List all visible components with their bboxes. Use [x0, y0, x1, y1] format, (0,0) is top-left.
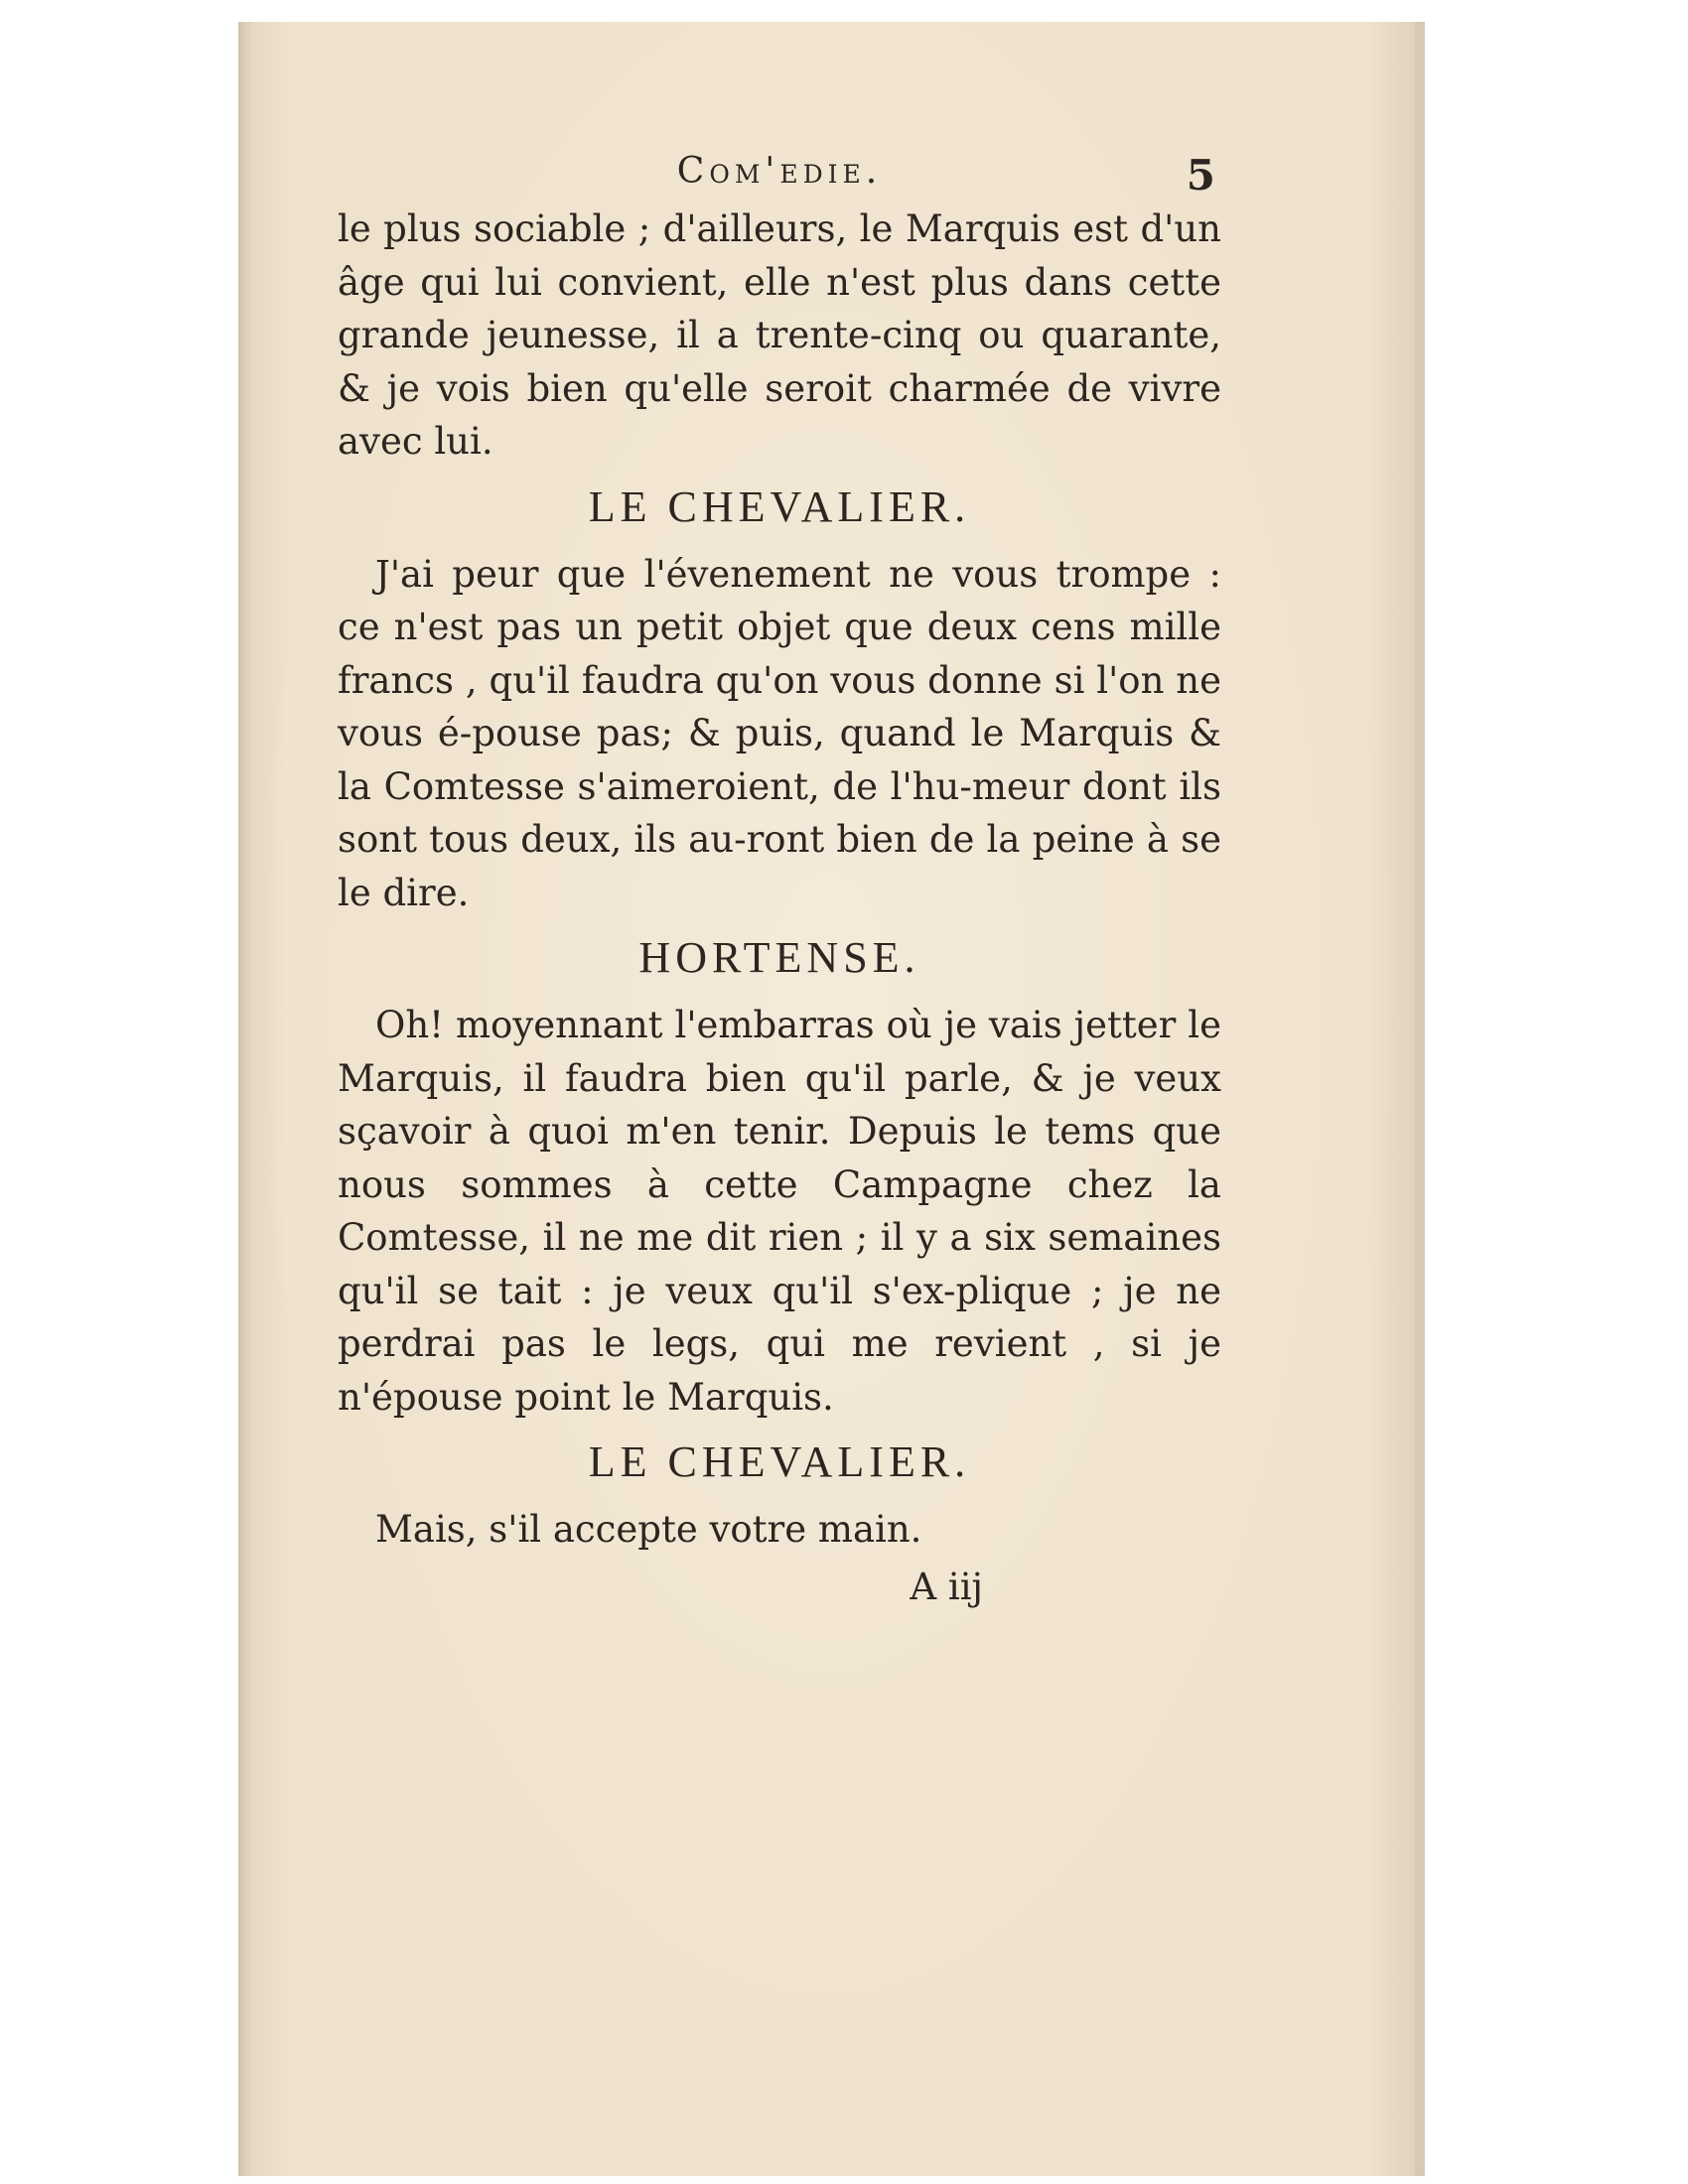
paragraph-chevalier: J'ai peur que l'évenement ne vous trompe : ce n'est pas un petit objet que deux cens mille francs , qu'il faudra qu'on vous donne si l'on ne vous é-pouse pas; & puis, quand le Marquis & la Comtesse s'aimeroient, de l'hu-meur dont ils sont tous deux, ils au-ront bien de la peine à se le dire.	[338, 552, 1221, 914]
paragraph-continuation: le plus sociable ; d'ailleurs, le Marquis est d'un âge qui lui convient, elle n'est plus dans cette grande jeunesse, il a trente-cinq ou quarante, & je vois bien qu'elle seroit charmée de vivre avec lui.	[338, 207, 1221, 463]
speaker-heading: LE CHEVALIER.	[588, 481, 971, 531]
running-head	[338, 151, 1221, 199]
signature-mark: A iij	[910, 1565, 983, 1608]
speaker-heading: LE CHEVALIER.	[588, 1437, 971, 1486]
page-number: 5	[1186, 151, 1215, 200]
paragraph-hortense: Oh! moyennant l'embarras où je vais jetter le Marquis, il faudra bien qu'il parle, & je veux sçavoir à quoi m'en tenir. Depuis le tems que nous sommes à cette Campagne chez la Comtesse, il ne me dit rien ; il y a six semaines qu'il se tait : je veux qu'il s'ex-plique ; je ne perdrai pas le legs, qui me revient , si je n'épouse point le Marquis.	[338, 1004, 1221, 1419]
page-gutter	[238, 22, 252, 2176]
speaker-heading: HORTENSE.	[638, 933, 920, 982]
text-block	[338, 151, 1221, 1612]
book-page	[238, 22, 1425, 2176]
paragraph-chevalier-short: Mais, s'il accepte votre main.	[375, 1508, 922, 1551]
running-head-title: Com'edie.	[676, 151, 883, 192]
